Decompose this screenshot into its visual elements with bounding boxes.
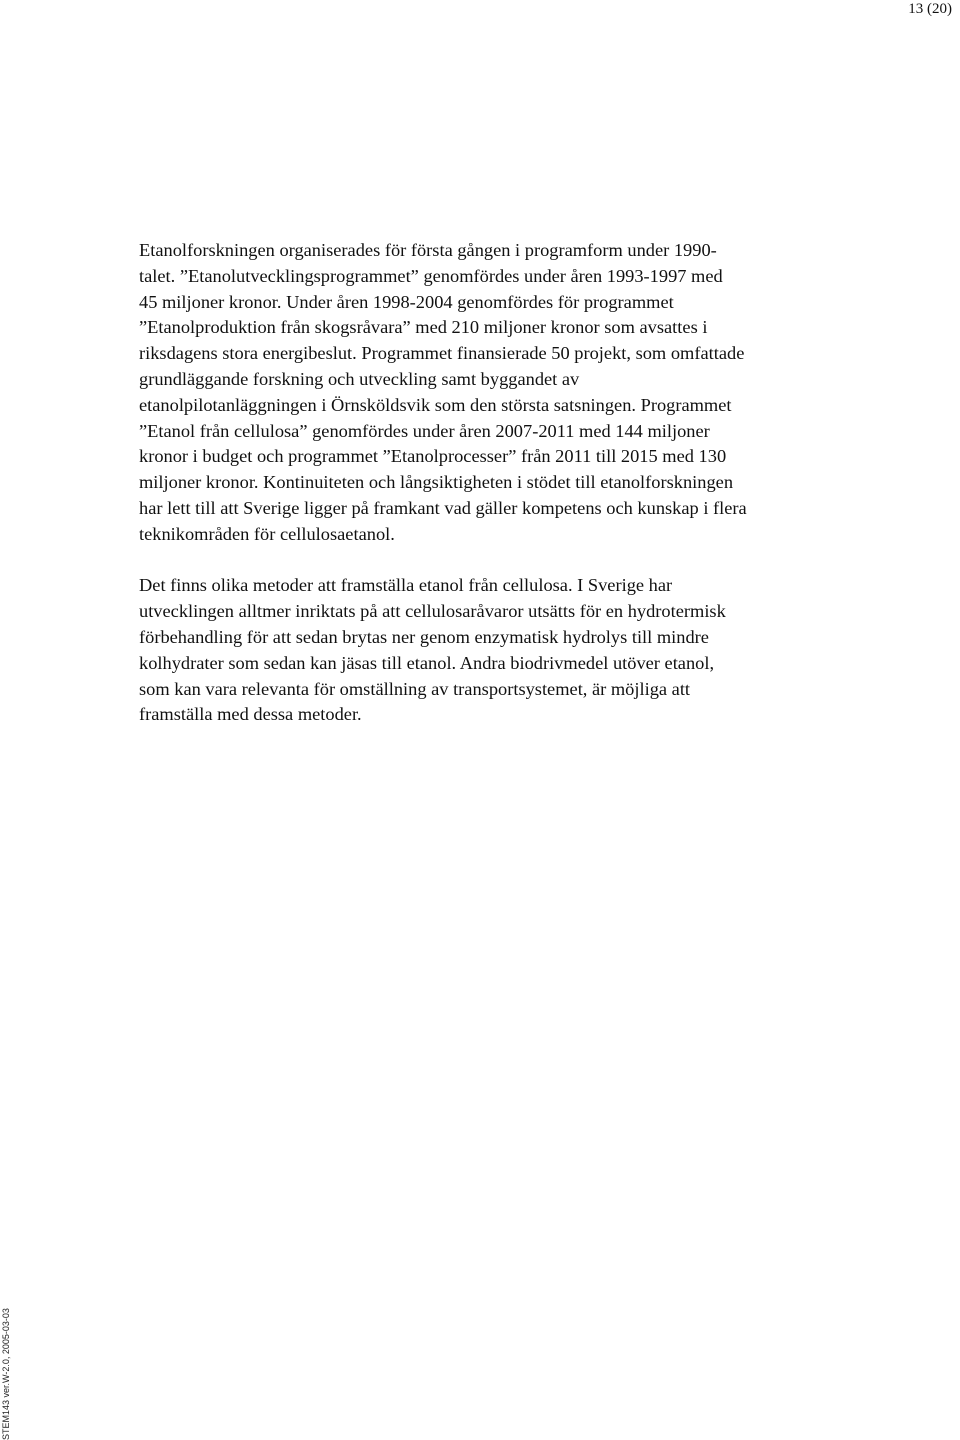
text-line: etanolpilotanläggningen i Örnsköldsvik som den största satsningen. Programmet [139,394,732,415]
template-stamp [0,1300,12,1440]
page-number: 13 (20) [908,1,952,17]
paragraph-ethanol-research-history [139,238,867,548]
text-line: Det finns olika metoder att framställa etanol från cellulosa. I Sverige har [139,575,673,596]
text-line: ”Etanolproduktion från skogsråvara” med 210 miljoner kronor som avsattes i [139,317,708,338]
paragraph-cellulose-ethanol-methods [139,573,867,728]
text-line: Etanolforskningen organiserades för första gången i programform under 1990- [139,240,717,260]
text-line: utvecklingen alltmer inriktats på att cellulosaråvaror utsätts för en hydrotermisk [139,601,726,622]
text-line: kronor i budget och programmet ”Etanolprocesser” från 2011 till 2015 med 130 [139,446,727,467]
text-line: riksdagens stora energibeslut. Programmet finansierade 50 projekt, som omfattade [139,343,745,364]
text-line: ”Etanol från cellulosa” genomfördes under åren 2007-2011 med 144 miljoner [139,420,710,441]
text-line: kolhydrater som sedan kan jäsas till etanol. Andra biodrivmedel utöver etanol, [139,652,715,673]
text-line: miljoner kronor. Kontinuiteten och långsiktigheten i stödet till etanolforskningen [139,472,734,493]
text-line: har lett till att Sverige ligger på framkant vad gäller kompetens och kunskap i flera [139,497,747,518]
template-stamp-text: STEM143 ver.W-2.0, 2005-03-03 [1,1308,11,1440]
text-line: som kan vara relevanta för omställning av transportsystemet, är möjliga att [139,678,691,699]
text-line: förbehandling för att sedan brytas ner genom enzymatisk hydrolys till mindre [139,626,709,647]
text-line: 45 miljoner kronor. Under åren 1998-2004 genomfördes för programmet [139,291,674,312]
document-body [139,238,867,728]
text-line: talet. ”Etanolutvecklingsprogrammet” genomfördes under åren 1993-1997 med [139,265,723,286]
text-line: teknikområden för cellulosaetanol. [139,523,395,544]
text-line: grundläggande forskning och utveckling samt byggandet av [139,368,580,389]
text-line: framställa med dessa metoder. [139,704,362,725]
